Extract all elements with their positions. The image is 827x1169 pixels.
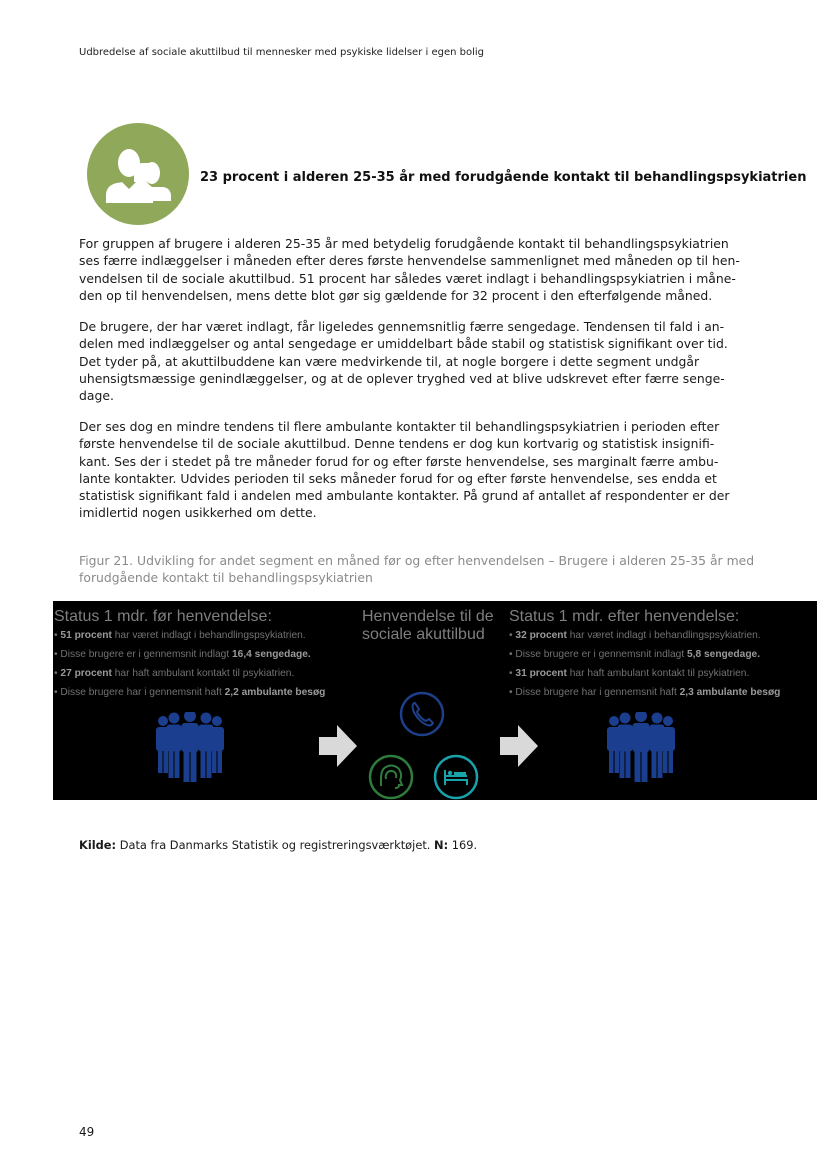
section-title: 23 procent i alderen 25-35 år med forudgående kontakt til behandlingspsykiatrien xyxy=(200,170,807,185)
hospital-bed-icon xyxy=(433,754,479,800)
middle-heading-line: Henvendelse til de xyxy=(362,608,494,625)
people-group-icon xyxy=(604,712,678,784)
bullet-item: • Disse brugere er i gennemsnit indlagt 5,8 sengedage. xyxy=(509,649,761,660)
paragraph-1 xyxy=(79,235,747,304)
n-value: 169. xyxy=(448,838,478,852)
caption-line: Figur 21. Udvikling for andet segment en måned før og efter henvendelsen – Brugere i alderen 25-35 år med xyxy=(79,553,755,568)
source-text: Data fra Danmarks Statistik og registreringsværktøjet. xyxy=(116,838,435,852)
text-line: delen med indlæggelser og antal sengedage er umiddelbart både stabil og statistisk signifikant over tid. xyxy=(79,336,728,352)
text-line: første henvendelse til de sociale akuttilbud. Denne tendens er dog kun kortvarig og statistisk insignifi- xyxy=(79,436,715,452)
before-bullets xyxy=(54,629,325,705)
people-group-icon xyxy=(153,712,227,784)
text-line: statistisk signifikant fald i andelen med ambulante kontakter. På grund af antallet af respondenter er der xyxy=(79,488,730,504)
bullet-item: • 27 procent har haft ambulant kontakt til psykiatrien. xyxy=(54,668,295,679)
arrow-right-icon xyxy=(319,725,357,767)
text-line: vendelsen til de sociale akuttilbud. 51 procent har således været indlagt i behandlingspsykiatrien i måne- xyxy=(79,270,736,286)
text-line: imidlertid nogen usikkerhed om dette. xyxy=(79,505,317,521)
section-badge xyxy=(87,123,189,225)
text-line: lante kontakter. Udvides perioden til seks måneder forud for og efter første henvendelse, ses endda et xyxy=(79,470,717,486)
source-label: Kilde: xyxy=(79,838,117,852)
after-heading: Status 1 mdr. efter henvendelse: xyxy=(509,608,740,625)
text-line: kant. Ses der i stedet på tre måneder forud for og efter første henvendelse, ses marginalt færre ambu- xyxy=(79,453,719,469)
bullet-item: • Disse brugere har i gennemsnit haft 2,3 ambulante besøg xyxy=(509,687,781,698)
text-line: den op til henvendelsen, mens dette blot gør sig gældende for 32 procent i den efterfølgende måned. xyxy=(79,287,713,303)
middle-heading-line: sociale akuttilbud xyxy=(362,626,485,643)
text-line: De brugere, der har været indlagt, får ligeledes gennemsnitlig færre sengedage. Tendensen til fald i an- xyxy=(79,319,725,334)
paragraph-2 xyxy=(79,318,747,404)
middle-heading xyxy=(362,608,494,644)
bullet-item: • Disse brugere har i gennemsnit haft 2,2 ambulante besøg xyxy=(54,687,326,698)
bullet-item: • 31 procent har haft ambulant kontakt til psykiatrien. xyxy=(509,668,750,679)
text-line: Der ses dog en mindre tendens til flere ambulante kontakter til behandlingspsykiatrien i perioden efter xyxy=(79,419,720,434)
bullet-item: • Disse brugere er i gennemsnit indlagt 16,4 sengedage. xyxy=(54,649,311,660)
brain-head-icon xyxy=(368,754,414,800)
phone-icon xyxy=(399,691,445,737)
text-line: ses færre indlæggelser i måneden efter deres første henvendelse sammenlignet med måneden op til hen- xyxy=(79,253,740,269)
caption-line: forudgående kontakt til behandlingspsykiatrien xyxy=(79,570,373,586)
bullet-item: • 51 procent har været indlagt i behandlingspsykiatrien. xyxy=(54,630,306,641)
text-line: dage. xyxy=(79,388,114,404)
paragraph-3 xyxy=(79,418,747,522)
text-line: For gruppen af brugere i alderen 25-35 år med betydelig forudgående kontakt til behandlingspsykiatrien xyxy=(79,236,729,251)
figure-caption xyxy=(79,552,759,587)
text-line: Det tyder på, at akuttilbuddene kan være medvirkende til, at nogle borgere i dette segment undgår xyxy=(79,353,700,369)
n-label: N: xyxy=(434,838,449,852)
before-heading: Status 1 mdr. før henvendelse: xyxy=(54,608,272,625)
people-icon xyxy=(103,141,173,207)
running-header: Udbredelse af sociale akuttilbud til mennesker med psykiske lidelser i egen bolig xyxy=(79,47,484,58)
bullet-item: • 32 procent har været indlagt i behandlingspsykiatrien. xyxy=(509,630,761,641)
figure-infographic xyxy=(53,601,817,800)
source-note xyxy=(79,838,477,852)
text-line: uhensigtsmæssige genindlæggelser, og at de oplever tryghed ved at blive udskrevet efter færre senge- xyxy=(79,370,725,386)
arrow-right-icon xyxy=(500,725,538,767)
page-number: 49 xyxy=(79,1125,95,1139)
after-bullets xyxy=(509,629,780,705)
